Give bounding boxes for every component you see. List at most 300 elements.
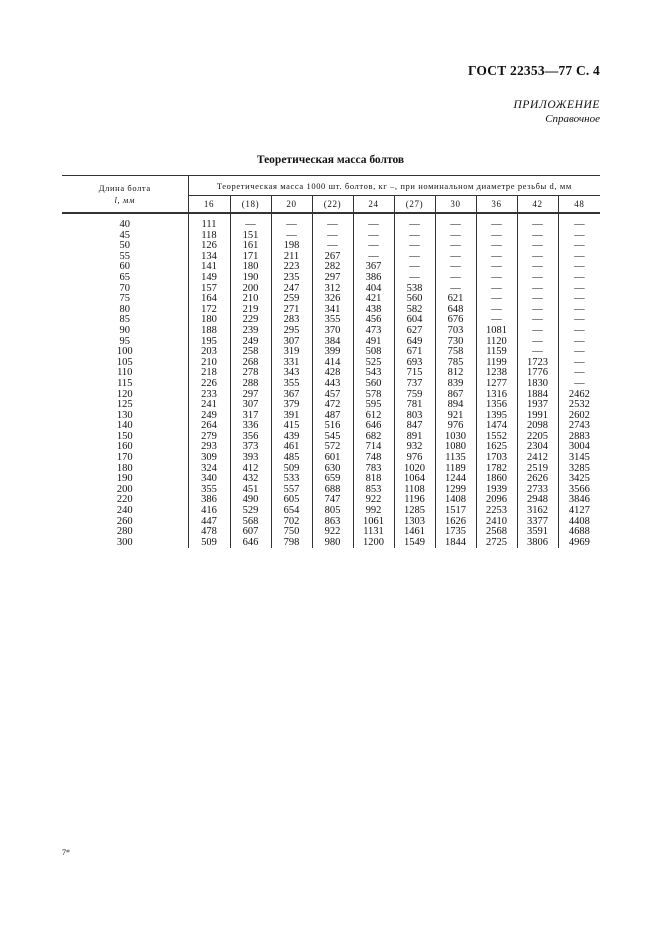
mass-cell: — — [558, 220, 600, 231]
mass-cell: — — [435, 231, 476, 242]
mass-cell: 157 — [188, 284, 230, 295]
mass-cell: 980 — [312, 538, 353, 549]
mass-cell: 428 — [312, 368, 353, 379]
mass-cell: 2733 — [517, 485, 558, 496]
mass-cell: 853 — [353, 485, 394, 496]
mass-cell: 1356 — [476, 400, 517, 411]
mass-cell: 737 — [394, 379, 435, 390]
mass-cell: — — [476, 305, 517, 316]
mass-cell: — — [476, 262, 517, 273]
mass-cell: 783 — [353, 464, 394, 475]
mass-cell: 582 — [394, 305, 435, 316]
mass-cell: — — [558, 231, 600, 242]
mass-cell: — — [558, 241, 600, 252]
mass-cell: 370 — [312, 326, 353, 337]
mass-cell: 438 — [353, 305, 394, 316]
mass-cell: 648 — [435, 305, 476, 316]
mass-cell: — — [558, 337, 600, 348]
mass-cell: 414 — [312, 358, 353, 369]
mass-cell: 195 — [188, 337, 230, 348]
mass-cell: 210 — [188, 358, 230, 369]
mass-cell: — — [517, 241, 558, 252]
mass-cell: 785 — [435, 358, 476, 369]
mass-cell: 118 — [188, 231, 230, 242]
mass-cell: 2098 — [517, 421, 558, 432]
length-header-unit: l, мм — [114, 195, 135, 205]
mass-cell: 198 — [271, 241, 312, 252]
mass-cell: — — [558, 294, 600, 305]
diameter-header: 16 — [188, 196, 230, 214]
mass-cell: 447 — [188, 517, 230, 528]
mass-cell: 203 — [188, 347, 230, 358]
mass-cell: — — [517, 337, 558, 348]
mass-cell: 730 — [435, 337, 476, 348]
table-body — [62, 213, 600, 548]
mass-cell: 259 — [271, 294, 312, 305]
appendix-label-block — [514, 98, 600, 126]
mass-cell: 239 — [230, 326, 271, 337]
mass-cell: 258 — [230, 347, 271, 358]
mass-cell: 3377 — [517, 517, 558, 528]
mass-cell: — — [353, 220, 394, 231]
mass-cell: 399 — [312, 347, 353, 358]
mass-cell: — — [476, 273, 517, 284]
mass-cell: 1461 — [394, 527, 435, 538]
mass-cell: 1020 — [394, 464, 435, 475]
mass-cell: 478 — [188, 527, 230, 538]
mass-cell: 1135 — [435, 453, 476, 464]
mass-cell: 309 — [188, 453, 230, 464]
diameter-header: 20 — [271, 196, 312, 214]
mass-cell: — — [476, 284, 517, 295]
mass-cell: 529 — [230, 506, 271, 517]
mass-cell: 355 — [312, 315, 353, 326]
mass-cell: 456 — [353, 315, 394, 326]
mass-cell: 867 — [435, 390, 476, 401]
mass-cell: 218 — [188, 368, 230, 379]
mass-cell: — — [230, 220, 271, 231]
mass-cell: 2519 — [517, 464, 558, 475]
mass-cell: 249 — [230, 337, 271, 348]
mass-cell: 560 — [353, 379, 394, 390]
mass-cell: 601 — [312, 453, 353, 464]
mass-cell: 2883 — [558, 432, 600, 443]
length-header-text: Длина болта — [98, 183, 151, 193]
mass-cell: 1703 — [476, 453, 517, 464]
mass-cell: 1408 — [435, 495, 476, 506]
mass-cell: 1991 — [517, 411, 558, 422]
mass-cell: — — [558, 284, 600, 295]
mass-cell: — — [435, 273, 476, 284]
length-cell: 160 — [116, 441, 133, 453]
mass-cell: 1238 — [476, 368, 517, 379]
mass-cell: 343 — [271, 368, 312, 379]
mass-cell: 1061 — [353, 517, 394, 528]
mass-cell: 324 — [188, 464, 230, 475]
mass-cell: — — [476, 231, 517, 242]
mass-cell: — — [558, 273, 600, 284]
mass-cell: 1844 — [435, 538, 476, 549]
length-cell: 105 — [116, 356, 133, 368]
length-cell: 125 — [116, 399, 133, 411]
length-cell: 170 — [116, 452, 133, 464]
mass-cell: — — [435, 241, 476, 252]
mass-cell: 1474 — [476, 421, 517, 432]
mass-cell: 443 — [312, 379, 353, 390]
length-cell: 120 — [116, 388, 133, 400]
mass-cell: 891 — [394, 432, 435, 443]
mass-cell: 278 — [230, 368, 271, 379]
mass-cell: 560 — [394, 294, 435, 305]
mass-cell: 367 — [271, 390, 312, 401]
mass-cell: — — [394, 220, 435, 231]
mass-cell: — — [558, 347, 600, 358]
mass-cell: 307 — [230, 400, 271, 411]
table-title: Теоретическая масса болтов — [256, 154, 405, 166]
mass-cell: 659 — [312, 474, 353, 485]
mass-cell: 172 — [188, 305, 230, 316]
mass-cell: 2304 — [517, 442, 558, 453]
length-column-header — [62, 176, 188, 214]
mass-cell: — — [394, 241, 435, 252]
length-cell: 85 — [119, 314, 130, 326]
mass-cell: 379 — [271, 400, 312, 411]
mass-cell: — — [558, 368, 600, 379]
mass-cell: 1064 — [394, 474, 435, 485]
mass-cell: 863 — [312, 517, 353, 528]
mass-cell: 279 — [188, 432, 230, 443]
mass-cell: 2412 — [517, 453, 558, 464]
mass-cell: — — [476, 294, 517, 305]
mass-cell: 233 — [188, 390, 230, 401]
mass-cell: 312 — [312, 284, 353, 295]
page-mark: 7* — [62, 848, 70, 857]
mass-cell: — — [394, 231, 435, 242]
mass-cell: — — [558, 315, 600, 326]
diameter-header: (18) — [230, 196, 271, 214]
mass-cell: 654 — [271, 506, 312, 517]
mass-cell: 485 — [271, 453, 312, 464]
mass-cell: 2253 — [476, 506, 517, 517]
mass-cell: — — [476, 220, 517, 231]
table-row — [62, 273, 600, 284]
mass-cell: 457 — [312, 390, 353, 401]
mass-cell: 605 — [271, 495, 312, 506]
mass-cell: — — [476, 241, 517, 252]
mass-cell: 1625 — [476, 442, 517, 453]
mass-cell: 415 — [271, 421, 312, 432]
mass-cell: — — [353, 231, 394, 242]
mass-cell: — — [394, 252, 435, 263]
mass-cell: 386 — [353, 273, 394, 284]
mass-cell: 922 — [353, 495, 394, 506]
mass-cell: 1199 — [476, 358, 517, 369]
mass-cell: 487 — [312, 411, 353, 422]
mass-cell: — — [353, 252, 394, 263]
length-cell: 300 — [116, 536, 133, 548]
mass-cell: — — [517, 252, 558, 263]
mass-cell: 1884 — [517, 390, 558, 401]
mass-cell: 1626 — [435, 517, 476, 528]
mass-cell: 992 — [353, 506, 394, 517]
mass-column-header: Теоретическая масса 1000 шт. болтов, кг –, при номинальном диаметре резьбы d, мм — [188, 176, 600, 196]
mass-cell: 211 — [271, 252, 312, 263]
mass-cell: — — [558, 305, 600, 316]
mass-cell: 538 — [394, 284, 435, 295]
mass-cell: 1316 — [476, 390, 517, 401]
mass-cell: 805 — [312, 506, 353, 517]
mass-cell: 649 — [394, 337, 435, 348]
mass-cell: — — [394, 273, 435, 284]
length-cell: 45 — [119, 229, 130, 241]
mass-cell: 356 — [230, 432, 271, 443]
mass-cell: 2743 — [558, 421, 600, 432]
diameter-header: 36 — [476, 196, 517, 214]
mass-cell: 2410 — [476, 517, 517, 528]
mass-cell: 297 — [312, 273, 353, 284]
table-row — [62, 379, 600, 390]
mass-cell: 1395 — [476, 411, 517, 422]
mass-cell: 4969 — [558, 538, 600, 549]
mass-cell: 180 — [230, 262, 271, 273]
length-cell: 110 — [117, 367, 133, 379]
mass-cell: 235 — [271, 273, 312, 284]
length-cell: 100 — [116, 346, 133, 358]
mass-cell: 703 — [435, 326, 476, 337]
mass-cell: — — [476, 315, 517, 326]
diameter-header: 30 — [435, 196, 476, 214]
mass-cell: — — [353, 241, 394, 252]
mass-cell: — — [558, 252, 600, 263]
mass-cell: 3285 — [558, 464, 600, 475]
mass-cell: 439 — [271, 432, 312, 443]
mass-cell: 714 — [353, 442, 394, 453]
mass-cell: — — [517, 273, 558, 284]
mass-cell: 331 — [271, 358, 312, 369]
mass-cell: 171 — [230, 252, 271, 263]
mass-cell: 3806 — [517, 538, 558, 549]
mass-cell: 134 — [188, 252, 230, 263]
mass-cell: 748 — [353, 453, 394, 464]
mass-cell: 384 — [312, 337, 353, 348]
mass-cell: 758 — [435, 347, 476, 358]
mass-cell: 268 — [230, 358, 271, 369]
mass-cell: 2602 — [558, 411, 600, 422]
mass-cell: 1277 — [476, 379, 517, 390]
mass-cell: 2532 — [558, 400, 600, 411]
mass-cell: 508 — [353, 347, 394, 358]
table-row — [62, 220, 600, 231]
mass-cell: — — [517, 284, 558, 295]
mass-cell: 1723 — [517, 358, 558, 369]
mass-cell: 1860 — [476, 474, 517, 485]
mass-cell: 247 — [271, 284, 312, 295]
mass-cell: 516 — [312, 421, 353, 432]
length-cell: 130 — [116, 409, 133, 421]
length-cell: 70 — [119, 282, 130, 294]
mass-cell: 2725 — [476, 538, 517, 549]
mass-cell: 1549 — [394, 538, 435, 549]
mass-cell: 141 — [188, 262, 230, 273]
mass-cell: 149 — [188, 273, 230, 284]
mass-cell: — — [312, 220, 353, 231]
mass-cell: 282 — [312, 262, 353, 273]
mass-cell: — — [517, 326, 558, 337]
mass-cell: 307 — [271, 337, 312, 348]
mass-cell: 391 — [271, 411, 312, 422]
mass-cell: 293 — [188, 442, 230, 453]
mass-cell: 451 — [230, 485, 271, 496]
mass-cell: 416 — [188, 506, 230, 517]
mass-cell: — — [435, 262, 476, 273]
mass-cell: 226 — [188, 379, 230, 390]
mass-cell: 267 — [312, 252, 353, 263]
mass-cell: 1782 — [476, 464, 517, 475]
mass-cell: 612 — [353, 411, 394, 422]
mass-cell: 702 — [271, 517, 312, 528]
mass-cell: 525 — [353, 358, 394, 369]
mass-cell: 2626 — [517, 474, 558, 485]
mass-cell: 190 — [230, 273, 271, 284]
mass-cell: — — [312, 231, 353, 242]
mass-cell: — — [558, 358, 600, 369]
mass-cell: 646 — [230, 538, 271, 549]
length-cell: 115 — [117, 377, 133, 389]
mass-cell: 545 — [312, 432, 353, 443]
mass-cell: 326 — [312, 294, 353, 305]
mass-cell: 1030 — [435, 432, 476, 443]
table-row — [62, 326, 600, 337]
mass-cell: 288 — [230, 379, 271, 390]
mass-cell: 1081 — [476, 326, 517, 337]
mass-cell: 341 — [312, 305, 353, 316]
mass-cell: 126 — [188, 241, 230, 252]
mass-cell: 472 — [312, 400, 353, 411]
length-cell: 200 — [116, 483, 133, 495]
mass-cell: 223 — [271, 262, 312, 273]
mass-cell: 798 — [271, 538, 312, 549]
mass-cell: — — [517, 231, 558, 242]
mass-cell: 297 — [230, 390, 271, 401]
mass-cell: 4688 — [558, 527, 600, 538]
mass-cell: 543 — [353, 368, 394, 379]
mass-cell: 1776 — [517, 368, 558, 379]
mass-cell: 604 — [394, 315, 435, 326]
mass-cell: 432 — [230, 474, 271, 485]
mass-cell: — — [435, 220, 476, 231]
mass-cell: 3566 — [558, 485, 600, 496]
diameter-header: 48 — [558, 196, 600, 214]
table-row — [62, 538, 600, 549]
mass-cell: 1735 — [435, 527, 476, 538]
mass-cell: 894 — [435, 400, 476, 411]
mass-cell: 630 — [312, 464, 353, 475]
mass-cell: 491 — [353, 337, 394, 348]
mass-cell: 2096 — [476, 495, 517, 506]
length-cell: 280 — [116, 526, 133, 538]
mass-cell: 572 — [312, 442, 353, 453]
mass-cell: — — [517, 262, 558, 273]
mass-cell: 839 — [435, 379, 476, 390]
mass-cell: — — [271, 231, 312, 242]
mass-cell: 715 — [394, 368, 435, 379]
mass-cell: 578 — [353, 390, 394, 401]
mass-cell: 607 — [230, 527, 271, 538]
mass-cell: 3004 — [558, 442, 600, 453]
mass-cell: 461 — [271, 442, 312, 453]
mass-cell: 283 — [271, 315, 312, 326]
length-cell: 240 — [116, 505, 133, 517]
mass-cell: 4127 — [558, 506, 600, 517]
mass-cell: 922 — [312, 527, 353, 538]
mass-cell: 1159 — [476, 347, 517, 358]
mass-cell: 3162 — [517, 506, 558, 517]
mass-cell: 473 — [353, 326, 394, 337]
mass-cell: — — [435, 252, 476, 263]
mass-cell: 621 — [435, 294, 476, 305]
mass-cell: 676 — [435, 315, 476, 326]
mass-cell: 2205 — [517, 432, 558, 443]
length-cell: 65 — [119, 271, 130, 283]
mass-cell: 229 — [230, 315, 271, 326]
mass-cell: 249 — [188, 411, 230, 422]
diameter-header: 24 — [353, 196, 394, 214]
mass-cell: 557 — [271, 485, 312, 496]
length-cell: 95 — [119, 335, 130, 347]
document-reference: ГОСТ 22353—77 С. 4 — [467, 63, 600, 78]
mass-cell: 3145 — [558, 453, 600, 464]
mass-cell: 180 — [188, 315, 230, 326]
mass-cell: 386 — [188, 495, 230, 506]
mass-cell: 812 — [435, 368, 476, 379]
mass-cell: 688 — [312, 485, 353, 496]
mass-cell: — — [517, 220, 558, 231]
appendix-label: ПРИЛОЖЕНИЕ — [513, 99, 600, 111]
mass-cell: 932 — [394, 442, 435, 453]
mass-cell: 1937 — [517, 400, 558, 411]
mass-cell: 509 — [188, 538, 230, 549]
mass-cell: 1189 — [435, 464, 476, 475]
mass-cell: 355 — [271, 379, 312, 390]
mass-cell: 1120 — [476, 337, 517, 348]
mass-cell: 264 — [188, 421, 230, 432]
length-cell: 55 — [119, 250, 130, 262]
mass-cell: 4408 — [558, 517, 600, 528]
length-cell: 140 — [116, 420, 133, 432]
mass-cell: 682 — [353, 432, 394, 443]
mass-cell: 317 — [230, 411, 271, 422]
mass-cell: 241 — [188, 400, 230, 411]
mass-cell: 1303 — [394, 517, 435, 528]
mass-cell: 671 — [394, 347, 435, 358]
mass-cell: 1080 — [435, 442, 476, 453]
diameter-header: (22) — [312, 196, 353, 214]
length-cell: 50 — [119, 240, 130, 252]
length-cell: 75 — [119, 293, 130, 305]
mass-cell: 1517 — [435, 506, 476, 517]
mass-cell: 627 — [394, 326, 435, 337]
mass-cell: 595 — [353, 400, 394, 411]
mass-cell: 340 — [188, 474, 230, 485]
mass-cell: 355 — [188, 485, 230, 496]
mass-cell: 1939 — [476, 485, 517, 496]
mass-cell: 1244 — [435, 474, 476, 485]
mass-cell: 393 — [230, 453, 271, 464]
mass-cell: 976 — [394, 453, 435, 464]
mass-cell: 200 — [230, 284, 271, 295]
mass-cell: 2462 — [558, 390, 600, 401]
mass-cell: 1299 — [435, 485, 476, 496]
